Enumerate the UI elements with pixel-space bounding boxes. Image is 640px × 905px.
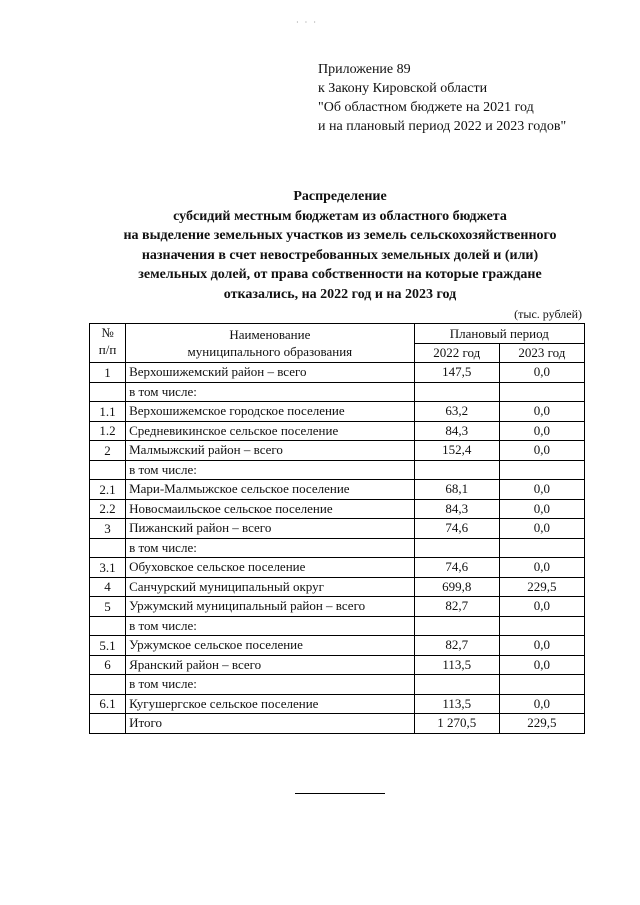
row-num (90, 675, 126, 695)
row-value-2022: 74,6 (414, 558, 499, 578)
row-num (90, 460, 126, 480)
row-value-2023: 0,0 (499, 597, 584, 617)
row-value-2023 (499, 382, 584, 402)
row-value-2022: 147,5 (414, 363, 499, 383)
row-value-2022 (414, 382, 499, 402)
row-num: 2.1 (90, 480, 126, 500)
appendix-line: к Закону Кировской области (318, 81, 488, 96)
row-value-2023: 229,5 (499, 714, 584, 734)
header-num-line1: № (101, 325, 114, 340)
row-value-2023: 0,0 (499, 402, 584, 422)
units-label: (тыс. рублей) (514, 307, 582, 321)
table-row (90, 597, 585, 617)
table-row (90, 363, 585, 383)
row-name: Яранский район – всего (126, 655, 415, 675)
header-year-2023: 2023 год (499, 343, 584, 363)
table-row (90, 499, 585, 519)
title-line: на выделение земельных участков из земель сельскохозяйственного (123, 228, 557, 243)
table-row (90, 402, 585, 422)
row-value-2023 (499, 538, 584, 558)
table-row (90, 480, 585, 500)
appendix-line: Приложение 89 (318, 62, 411, 77)
row-value-2023: 0,0 (499, 519, 584, 539)
row-value-2022: 84,3 (414, 421, 499, 441)
header-name (126, 324, 415, 363)
table-row (90, 577, 585, 597)
row-num (90, 616, 126, 636)
row-value-2022: 113,5 (414, 655, 499, 675)
table-row (90, 714, 585, 734)
row-value-2023 (499, 460, 584, 480)
table-row (90, 382, 585, 402)
page-speck: · · · (296, 18, 318, 27)
row-num: 6 (90, 655, 126, 675)
row-num (90, 382, 126, 402)
row-value-2023: 0,0 (499, 636, 584, 656)
table-row (90, 441, 585, 461)
row-num (90, 714, 126, 734)
row-name: в том числе: (126, 460, 415, 480)
table-row (90, 694, 585, 714)
table-row (90, 675, 585, 695)
row-value-2022 (414, 675, 499, 695)
header-num-line2: п/п (98, 342, 117, 357)
header-period: Плановый период (414, 324, 584, 344)
row-name: Уржумский муниципальный район – всего (126, 597, 415, 617)
row-value-2022 (414, 538, 499, 558)
row-value-2022: 152,4 (414, 441, 499, 461)
row-num: 3 (90, 519, 126, 539)
appendix-line: и на плановый период 2022 и 2023 годов" (318, 119, 567, 134)
row-value-2023: 0,0 (499, 480, 584, 500)
title-line: Распределение (293, 189, 387, 204)
row-num: 3.1 (90, 558, 126, 578)
row-value-2022 (414, 616, 499, 636)
table-row (90, 558, 585, 578)
row-name: Новосмаильское сельское поселение (126, 499, 415, 519)
row-num: 4 (90, 577, 126, 597)
row-name: Малмыжский район – всего (126, 441, 415, 461)
row-value-2022 (414, 460, 499, 480)
header-name-line2: муниципального образования (187, 344, 353, 359)
table-row (90, 616, 585, 636)
row-value-2023: 0,0 (499, 499, 584, 519)
row-value-2023: 0,0 (499, 441, 584, 461)
header-name-line1: Наименование (229, 327, 311, 342)
row-name: в том числе: (126, 675, 415, 695)
row-value-2023: 0,0 (499, 421, 584, 441)
row-num: 1.2 (90, 421, 126, 441)
row-name: Пижанский район – всего (126, 519, 415, 539)
row-name: Мари-Малмыжское сельское поселение (126, 480, 415, 500)
row-num: 1.1 (90, 402, 126, 422)
row-num: 2 (90, 441, 126, 461)
row-value-2023 (499, 675, 584, 695)
row-name: Санчурский муниципальный округ (126, 577, 415, 597)
row-name: Обуховское сельское поселение (126, 558, 415, 578)
row-name: Средневикинское сельское поселение (126, 421, 415, 441)
row-value-2023: 0,0 (499, 558, 584, 578)
row-name: Верхошижемское городское поселение (126, 402, 415, 422)
row-value-2023 (499, 616, 584, 636)
row-value-2022: 68,1 (414, 480, 499, 500)
row-name: Уржумское сельское поселение (126, 636, 415, 656)
row-value-2023: 0,0 (499, 694, 584, 714)
row-value-2022: 84,3 (414, 499, 499, 519)
row-name: в том числе: (126, 616, 415, 636)
row-num: 5 (90, 597, 126, 617)
row-num: 5.1 (90, 636, 126, 656)
table-row (90, 538, 585, 558)
row-num (90, 538, 126, 558)
table-body (90, 363, 585, 734)
header-year-2022: 2022 год (414, 343, 499, 363)
row-name: в том числе: (126, 538, 415, 558)
table-row (90, 421, 585, 441)
table-row (90, 636, 585, 656)
row-name: Итого (126, 714, 415, 734)
table-row (90, 655, 585, 675)
title-line: субсидий местным бюджетам из областного бюджета (173, 208, 507, 224)
row-name: Верхошижемский район – всего (126, 363, 415, 383)
row-value-2022: 63,2 (414, 402, 499, 422)
row-num: 2.2 (90, 499, 126, 519)
row-value-2022: 1 270,5 (414, 714, 499, 734)
row-value-2023: 0,0 (499, 655, 584, 675)
row-value-2022: 82,7 (414, 597, 499, 617)
row-value-2022: 74,6 (414, 519, 499, 539)
table-row (90, 460, 585, 480)
row-name: в том числе: (126, 382, 415, 402)
table-row (90, 519, 585, 539)
row-value-2022: 82,7 (414, 636, 499, 656)
end-separator-line (295, 793, 385, 794)
title-line: земельных долей, от права собственности на которые граждане (138, 267, 542, 282)
document-title (60, 187, 620, 304)
appendix-line: "Об областном бюджете на 2021 год (318, 100, 534, 115)
subsidy-table (89, 323, 585, 734)
header-num (90, 324, 126, 363)
title-line: назначения в счет невостребованных земельных долей и (или) (141, 247, 539, 263)
row-value-2022: 699,8 (414, 577, 499, 597)
appendix-block (318, 60, 566, 136)
row-value-2023: 0,0 (499, 363, 584, 383)
row-value-2022: 113,5 (414, 694, 499, 714)
row-num: 6.1 (90, 694, 126, 714)
row-name: Кугушергское сельское поселение (126, 694, 415, 714)
title-line: отказались, на 2022 год и на 2023 год (223, 286, 457, 302)
row-num: 1 (90, 363, 126, 383)
row-value-2023: 229,5 (499, 577, 584, 597)
